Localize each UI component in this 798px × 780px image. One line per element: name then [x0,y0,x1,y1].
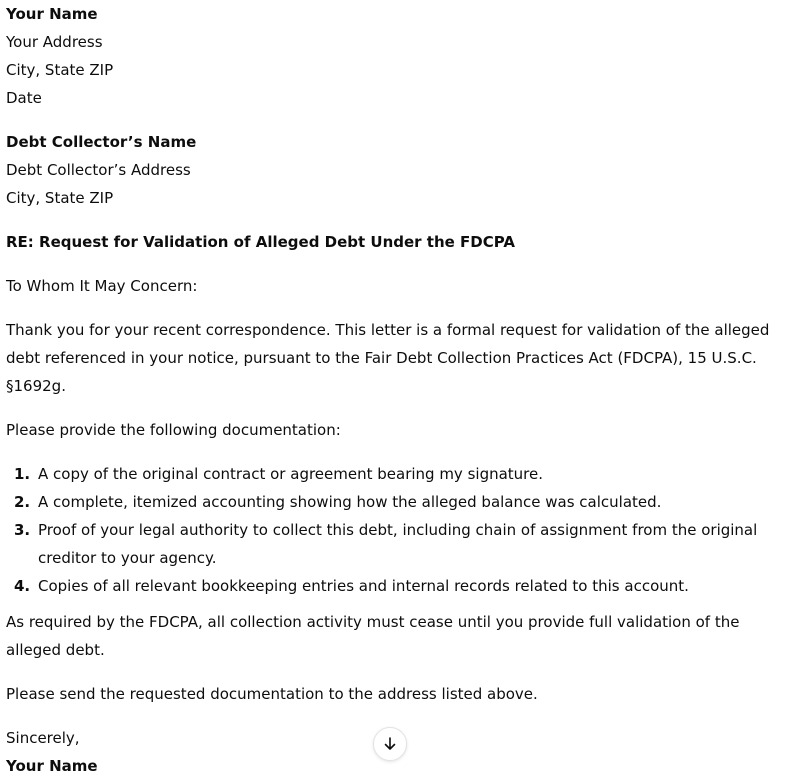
list-item-number: 3. [14,521,31,539]
sender-city-state-zip: City, State ZIP [6,61,114,79]
request-intro: Please provide the following documentation: [6,421,341,439]
letter-date: Date [6,89,42,107]
list-item [6,572,786,600]
list-item [6,516,786,572]
scroll-to-bottom-button[interactable] [373,727,407,761]
list-item-text: A complete, itemized accounting showing how the alleged balance was calculated. [38,493,662,511]
recipient-address: Debt Collector’s Address [6,161,191,179]
list-item-number: 2. [14,493,31,511]
cease-paragraph: As required by the FDCPA, all collection activity must cease until you provide full validation of the alleged debt. [6,613,740,659]
list-item-number: 1. [14,465,31,483]
sender-block [6,0,786,112]
list-item-number: 4. [14,577,31,595]
arrow-down-icon [382,736,398,752]
list-item [6,488,786,516]
signature: Your Name [6,757,98,775]
salutation: To Whom It May Concern: [6,277,198,295]
recipient-block [6,128,786,212]
recipient-city-state-zip: City, State ZIP [6,189,114,207]
letter-body [6,0,786,780]
list-item-text: Proof of your legal authority to collect this debt, including chain of assignment from the original creditor to your agency. [38,521,758,567]
documentation-list [6,460,786,600]
closing: Sincerely, [6,729,80,747]
list-item-text: Copies of all relevant bookkeeping entries and internal records related to this account. [38,577,689,595]
subject-line: RE: Request for Validation of Alleged Debt Under the FDCPA [6,233,515,251]
intro-paragraph: Thank you for your recent correspondence. This letter is a formal request for validation of the alleged debt referenced in your notice, pursuant to the Fair Debt Collection Practices Act (FDCPA), 15 U.S.C. §1692g. [6,321,770,395]
sender-address: Your Address [6,33,103,51]
sender-name: Your Name [6,5,98,23]
recipient-name: Debt Collector’s Name [6,133,197,151]
send-paragraph: Please send the requested documentation to the address listed above. [6,685,538,703]
list-item-text: A copy of the original contract or agreement bearing my signature. [38,465,544,483]
list-item [6,460,786,488]
